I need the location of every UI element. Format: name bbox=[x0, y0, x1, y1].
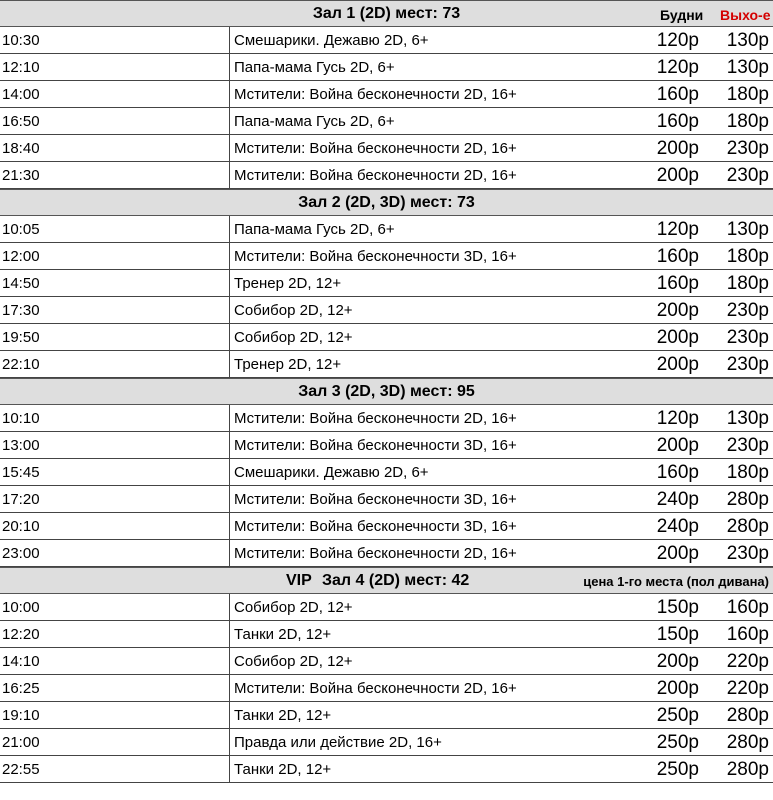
column-divider bbox=[229, 243, 230, 269]
table-row bbox=[0, 351, 773, 378]
table-row bbox=[0, 216, 773, 243]
session-time: 22:55 bbox=[2, 761, 40, 778]
weekend-price: 230р bbox=[726, 543, 769, 564]
weekend-price: 130р bbox=[726, 57, 769, 78]
film-title: Папа-мама Гусь 2D, 6+ bbox=[234, 59, 395, 76]
column-divider bbox=[229, 486, 230, 512]
session-time: 23:00 bbox=[2, 545, 40, 562]
table-row bbox=[0, 702, 773, 729]
film-title: Мстители: Война бесконечности 2D, 16+ bbox=[234, 410, 517, 427]
session-time: 19:10 bbox=[2, 707, 40, 724]
column-divider bbox=[229, 459, 230, 485]
price-note: цена 1-го места (пол дивана) bbox=[583, 574, 769, 589]
column-divider bbox=[229, 648, 230, 674]
film-title: Танки 2D, 12+ bbox=[234, 626, 332, 643]
table-row bbox=[0, 243, 773, 270]
session-time: 12:10 bbox=[2, 59, 40, 76]
weekday-price: 160р bbox=[656, 246, 699, 267]
weekday-price: 150р bbox=[656, 597, 699, 618]
column-divider bbox=[229, 513, 230, 539]
film-title: Мстители: Война бесконечности 3D, 16+ bbox=[234, 491, 517, 508]
session-time: 13:00 bbox=[2, 437, 40, 454]
weekday-price: 200р bbox=[656, 327, 699, 348]
weekend-label: Выхо-е bbox=[720, 7, 771, 23]
weekend-price: 280р bbox=[726, 516, 769, 537]
column-divider bbox=[229, 270, 230, 296]
table-row bbox=[0, 513, 773, 540]
weekday-price: 200р bbox=[656, 165, 699, 186]
table-row bbox=[0, 108, 773, 135]
table-row bbox=[0, 756, 773, 783]
session-time: 10:30 bbox=[2, 32, 40, 49]
film-title: Мстители: Война бесконечности 3D, 16+ bbox=[234, 437, 517, 454]
table-row bbox=[0, 594, 773, 621]
film-title: Смешарики. Дежавю 2D, 6+ bbox=[234, 32, 429, 49]
table-row bbox=[0, 459, 773, 486]
session-time: 15:45 bbox=[2, 464, 40, 481]
table-row bbox=[0, 648, 773, 675]
column-divider bbox=[229, 297, 230, 323]
weekend-price: 130р bbox=[726, 30, 769, 51]
film-title: Собибор 2D, 12+ bbox=[234, 302, 353, 319]
film-title: Собибор 2D, 12+ bbox=[234, 329, 353, 346]
hall-title: Зал 2 (2D, 3D) мест: 73 bbox=[298, 194, 475, 211]
vip-label: VIP bbox=[286, 572, 312, 589]
column-divider bbox=[229, 594, 230, 620]
table-row bbox=[0, 297, 773, 324]
session-time: 22:10 bbox=[2, 356, 40, 373]
weekday-label: Будни bbox=[660, 7, 704, 23]
weekday-price: 200р bbox=[656, 354, 699, 375]
weekday-price: 160р bbox=[656, 462, 699, 483]
weekday-price: 200р bbox=[656, 678, 699, 699]
film-title: Правда или действие 2D, 16+ bbox=[234, 734, 442, 751]
weekend-price: 230р bbox=[726, 165, 769, 186]
weekend-price: 160р bbox=[726, 597, 769, 618]
film-title: Папа-мама Гусь 2D, 6+ bbox=[234, 113, 395, 130]
hall-3-header bbox=[0, 378, 773, 405]
table-row bbox=[0, 729, 773, 756]
hall-title: Зал 1 (2D) мест: 73 bbox=[312, 5, 461, 22]
weekday-price: 160р bbox=[656, 111, 699, 132]
weekend-price: 230р bbox=[726, 300, 769, 321]
film-title: Мстители: Война бесконечности 2D, 16+ bbox=[234, 167, 517, 184]
table-row bbox=[0, 162, 773, 189]
session-time: 16:50 bbox=[2, 113, 40, 130]
film-title: Мстители: Война бесконечности 2D, 16+ bbox=[234, 86, 517, 103]
column-divider bbox=[229, 756, 230, 782]
weekday-price: 250р bbox=[656, 705, 699, 726]
table-row bbox=[0, 486, 773, 513]
weekend-price: 130р bbox=[726, 408, 769, 429]
film-title: Тренер 2D, 12+ bbox=[234, 356, 342, 373]
table-row bbox=[0, 405, 773, 432]
film-title: Мстители: Война бесконечности 3D, 16+ bbox=[234, 248, 517, 265]
weekday-price: 120р bbox=[656, 219, 699, 240]
weekend-price: 180р bbox=[726, 84, 769, 105]
column-divider bbox=[229, 54, 230, 80]
film-title: Тренер 2D, 12+ bbox=[234, 275, 342, 292]
weekday-price: 200р bbox=[656, 300, 699, 321]
table-row bbox=[0, 324, 773, 351]
session-time: 12:20 bbox=[2, 626, 40, 643]
weekend-price: 280р bbox=[726, 705, 769, 726]
film-title: Мстители: Война бесконечности 2D, 16+ bbox=[234, 140, 517, 157]
weekday-price: 200р bbox=[656, 543, 699, 564]
weekend-price: 230р bbox=[726, 354, 769, 375]
weekend-price: 180р bbox=[726, 273, 769, 294]
weekend-price: 280р bbox=[726, 732, 769, 753]
weekday-price: 240р bbox=[656, 516, 699, 537]
column-divider bbox=[229, 621, 230, 647]
film-title: Мстители: Война бесконечности 3D, 16+ bbox=[234, 518, 517, 535]
weekday-price: 120р bbox=[656, 57, 699, 78]
table-row bbox=[0, 135, 773, 162]
film-title: Танки 2D, 12+ bbox=[234, 707, 332, 724]
weekend-price: 230р bbox=[726, 327, 769, 348]
column-divider bbox=[229, 135, 230, 161]
film-title: Собибор 2D, 12+ bbox=[234, 653, 353, 670]
hall-1-header bbox=[0, 0, 773, 27]
column-divider bbox=[229, 405, 230, 431]
column-divider bbox=[229, 162, 230, 188]
column-divider bbox=[229, 108, 230, 134]
weekday-price: 120р bbox=[656, 408, 699, 429]
session-time: 20:10 bbox=[2, 518, 40, 535]
table-row bbox=[0, 27, 773, 54]
table-row bbox=[0, 432, 773, 459]
weekend-price: 280р bbox=[726, 759, 769, 780]
session-time: 10:10 bbox=[2, 410, 40, 427]
column-divider bbox=[229, 27, 230, 53]
table-row bbox=[0, 81, 773, 108]
hall-2-header bbox=[0, 189, 773, 216]
session-time: 17:20 bbox=[2, 491, 40, 508]
column-divider bbox=[229, 540, 230, 566]
column-divider bbox=[229, 216, 230, 242]
weekend-price: 180р bbox=[726, 246, 769, 267]
weekend-price: 280р bbox=[726, 489, 769, 510]
session-time: 17:30 bbox=[2, 302, 40, 319]
session-time: 10:05 bbox=[2, 221, 40, 238]
session-time: 21:00 bbox=[2, 734, 40, 751]
session-time: 14:00 bbox=[2, 86, 40, 103]
film-title: Смешарики. Дежавю 2D, 6+ bbox=[234, 464, 429, 481]
film-title: Папа-мама Гусь 2D, 6+ bbox=[234, 221, 395, 238]
column-divider bbox=[229, 729, 230, 755]
weekday-price: 250р bbox=[656, 759, 699, 780]
session-time: 12:00 bbox=[2, 248, 40, 265]
column-divider bbox=[229, 702, 230, 728]
weekday-price: 160р bbox=[656, 273, 699, 294]
weekend-price: 160р bbox=[726, 624, 769, 645]
column-divider bbox=[229, 81, 230, 107]
session-time: 18:40 bbox=[2, 140, 40, 157]
film-title: Собибор 2D, 12+ bbox=[234, 599, 353, 616]
weekend-price: 130р bbox=[726, 219, 769, 240]
column-divider bbox=[229, 675, 230, 701]
weekend-price: 230р bbox=[726, 138, 769, 159]
weekend-price: 180р bbox=[726, 111, 769, 132]
session-time: 16:25 bbox=[2, 680, 40, 697]
weekday-price: 200р bbox=[656, 651, 699, 672]
session-time: 10:00 bbox=[2, 599, 40, 616]
session-time: 14:50 bbox=[2, 275, 40, 292]
weekday-price: 200р bbox=[656, 435, 699, 456]
hall-title: Зал 3 (2D, 3D) мест: 95 bbox=[298, 383, 475, 400]
film-title: Мстители: Война бесконечности 2D, 16+ bbox=[234, 680, 517, 697]
film-title: Мстители: Война бесконечности 2D, 16+ bbox=[234, 545, 517, 562]
weekend-price: 220р bbox=[726, 651, 769, 672]
table-row bbox=[0, 621, 773, 648]
session-time: 21:30 bbox=[2, 167, 40, 184]
column-divider bbox=[229, 324, 230, 350]
column-divider bbox=[229, 351, 230, 377]
weekend-price: 220р bbox=[726, 678, 769, 699]
session-time: 14:10 bbox=[2, 653, 40, 670]
weekend-price: 230р bbox=[726, 435, 769, 456]
table-row bbox=[0, 270, 773, 297]
table-row bbox=[0, 675, 773, 702]
session-time: 19:50 bbox=[2, 329, 40, 346]
hall-4-header bbox=[0, 567, 773, 594]
film-title: Танки 2D, 12+ bbox=[234, 761, 332, 778]
table-row bbox=[0, 54, 773, 81]
weekday-price: 240р bbox=[656, 489, 699, 510]
column-divider bbox=[229, 432, 230, 458]
weekday-price: 250р bbox=[656, 732, 699, 753]
weekday-price: 150р bbox=[656, 624, 699, 645]
weekday-price: 200р bbox=[656, 138, 699, 159]
weekday-price: 160р bbox=[656, 84, 699, 105]
weekend-price: 180р bbox=[726, 462, 769, 483]
weekday-price: 120р bbox=[656, 30, 699, 51]
table-row bbox=[0, 540, 773, 567]
hall-title: Зал 4 (2D) мест: 42 bbox=[322, 572, 470, 589]
